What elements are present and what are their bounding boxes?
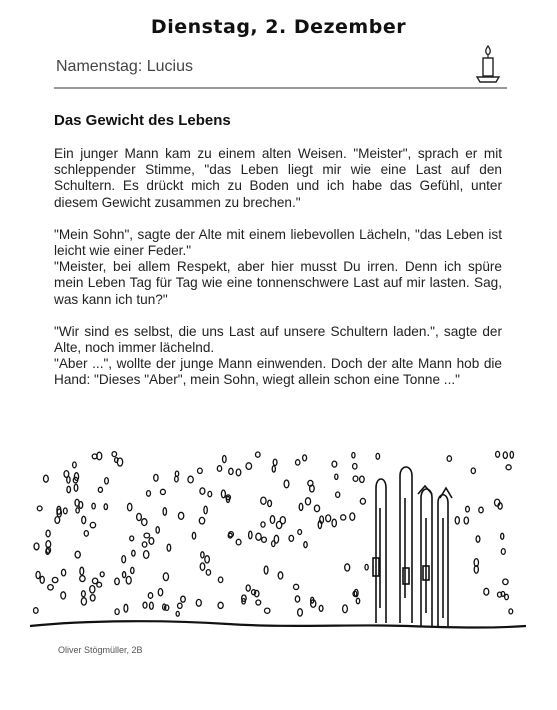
snowflake (92, 503, 95, 509)
snowflake (501, 533, 504, 539)
story-paragraph: "Wir sind es selbst, die uns Last auf unsere Schultern laden.", sagte der Alte, noch immer lächelnd. (54, 323, 502, 356)
snowflake (148, 593, 152, 599)
snowflake (142, 519, 147, 526)
snowflake (217, 466, 221, 472)
snowflake (205, 556, 210, 563)
snowflake (503, 579, 508, 585)
snowflake (298, 530, 302, 535)
snowflake (115, 609, 119, 615)
snowflake (90, 522, 95, 527)
snowflake (63, 508, 67, 514)
snowflake (137, 513, 142, 520)
snowflake (464, 517, 468, 524)
snowflake (365, 564, 368, 570)
snowflake (278, 572, 283, 579)
snowflake (447, 456, 451, 462)
snowflake (154, 474, 158, 481)
snowflake (123, 572, 126, 578)
snowflake (76, 508, 79, 513)
snowflake (144, 533, 150, 538)
snowflake (295, 596, 299, 602)
snowflake (314, 505, 319, 512)
snowflake (261, 522, 265, 527)
snowflake (104, 504, 107, 510)
snowflake (236, 539, 241, 545)
snowflake (296, 460, 300, 465)
snowflake (236, 469, 241, 476)
snowflake (52, 577, 58, 582)
snowflake (48, 585, 54, 590)
snowflake (501, 549, 505, 555)
snowflake (249, 531, 252, 539)
snowflake (262, 537, 267, 542)
snowflake (305, 498, 310, 505)
snowflake (503, 452, 507, 459)
snowflake (455, 517, 459, 524)
snowflake (343, 605, 348, 613)
snowflake (90, 586, 95, 593)
snowflake (256, 533, 261, 540)
snowflake (505, 594, 509, 599)
snowflake (252, 590, 256, 595)
snowflake (246, 585, 250, 591)
snowflake (356, 598, 359, 603)
snowflake (496, 451, 500, 457)
snowflake (304, 542, 307, 548)
snowflake (74, 484, 78, 491)
snowflake (160, 489, 165, 494)
snowflake (200, 488, 205, 494)
snowflake (199, 517, 204, 524)
snowflake (466, 506, 470, 512)
snowflake (229, 532, 234, 537)
snowflake (218, 602, 223, 608)
snowflake (498, 592, 502, 597)
snowflake (97, 582, 102, 587)
snowflake (98, 487, 102, 492)
story-text (54, 146, 502, 389)
snowflake (204, 506, 207, 514)
snowflake (132, 550, 135, 556)
plants (373, 467, 452, 626)
snowflake (81, 598, 86, 605)
snowflake (37, 506, 42, 511)
story-paragraph: "Mein Sohn", sagte der Alte mit einem liebevollen Lächeln, "das Leben ist leicht wie einer Feder." (54, 226, 502, 259)
header-divider (54, 87, 507, 89)
snowflake (192, 532, 195, 539)
snowflake (332, 461, 337, 467)
snowflake (144, 551, 149, 559)
snowflake (90, 595, 95, 601)
snowflake (64, 471, 69, 478)
snowflake (221, 490, 225, 498)
snowfall-drawing (28, 448, 528, 644)
snowflake (273, 459, 277, 465)
snowflake (147, 491, 151, 497)
snowflake (73, 462, 77, 468)
snowflake (44, 475, 49, 482)
snowflake (479, 507, 483, 513)
story-title: Das Gewicht des Lebens (54, 112, 231, 129)
snowflake (176, 611, 179, 616)
snowflake (196, 599, 201, 606)
snowflake (36, 571, 40, 578)
snowflake (188, 476, 193, 483)
snowflake (506, 465, 511, 470)
snowflake (178, 603, 183, 608)
snowflake (143, 602, 147, 608)
snowflake (79, 502, 83, 509)
snowflake (115, 578, 120, 585)
snowflake (332, 519, 336, 527)
snowflake (75, 551, 80, 558)
snowflake (484, 588, 489, 595)
snowflake (181, 596, 186, 602)
snowflake (150, 602, 154, 609)
snowflake (345, 564, 350, 571)
snowflake (270, 516, 274, 524)
snowflake (326, 515, 331, 522)
snowflake (264, 566, 268, 574)
snowflake (360, 476, 365, 482)
snowflake (163, 573, 168, 581)
snowflake (82, 516, 86, 523)
snowflake (34, 608, 39, 614)
snowflake (218, 577, 222, 583)
candle-icon (474, 44, 502, 84)
snowflake (294, 584, 299, 589)
snowflake (303, 455, 307, 461)
snowflake (353, 464, 357, 470)
snowflake (208, 491, 212, 496)
snowflake (34, 543, 39, 550)
snowflake (74, 473, 78, 481)
story-paragraph: Ein junger Mann kam zu einem alten Weisen. "Meister", sprach er mit schleppender Stimme, "das Leben liegt mir wie eine Last auf den Schultern. Es drückt mich zu Boden und ich habe das Gefühl, unter diesem Gewicht zusammen zu brechen." (54, 146, 502, 210)
snowflake (178, 512, 183, 519)
snowflake (198, 468, 203, 473)
snowflake (142, 542, 147, 547)
snowflake (122, 556, 126, 563)
page-title: Dienstag, 2. Dezember (150, 16, 407, 38)
snowflake (57, 506, 61, 514)
snowflake (376, 453, 380, 459)
snowflake (80, 576, 85, 582)
snowflake (265, 608, 270, 613)
snowflake (289, 535, 294, 541)
snowflake (156, 527, 159, 533)
snowflake (246, 463, 252, 470)
ground-line (30, 621, 526, 627)
snowflake (149, 538, 154, 545)
snowflake (158, 589, 162, 596)
snowflake (62, 569, 66, 576)
story-paragraph: "Aber ...", wollte der junge Mann einwenden. Doch der alte Mann hob die Hand: "Dieses "Aber", mein Sohn, wiegt allein schon eine Tonne ..." (54, 356, 502, 388)
snowflake (100, 572, 104, 577)
snowflake (272, 466, 275, 472)
snowflake (471, 468, 475, 474)
snowflake (341, 515, 346, 520)
snowflake (131, 567, 134, 573)
snowflake (126, 576, 131, 584)
snowflake (510, 451, 513, 458)
snowflake (124, 604, 128, 612)
snowflake (206, 570, 210, 576)
snowflake (274, 535, 278, 543)
snowflake (82, 591, 86, 597)
snowflake (261, 497, 266, 504)
snowflake (130, 536, 134, 541)
snowflake (229, 468, 233, 474)
snowflake (298, 609, 303, 616)
snowflake (476, 536, 480, 542)
snowflake (360, 498, 365, 504)
snowflake (67, 486, 71, 492)
snowflake (46, 530, 50, 537)
snowflake (350, 513, 355, 520)
snowflake (353, 476, 358, 481)
snowflake (105, 478, 109, 484)
snowflake (115, 458, 118, 463)
snowflake (256, 600, 261, 605)
snowflake (163, 508, 166, 516)
snowflake (299, 503, 303, 510)
snowflake (84, 531, 88, 537)
snowflake (335, 474, 338, 479)
snowflake (112, 452, 117, 457)
snowflake (256, 452, 261, 457)
snowflake (268, 500, 272, 506)
snowflake (223, 456, 227, 463)
snowflake (509, 609, 513, 614)
snowflakes (34, 451, 514, 616)
snowflake (128, 503, 132, 511)
snowflake (61, 592, 66, 599)
story-paragraph: "Meister, bei allem Respekt, aber hier musst Du irren. Denn ich spüre mein Leben Tag für Tag wie eine tonnenschwere Last auf mir lasten. Sag, was kann ich tun?" (54, 259, 502, 307)
snowflake (280, 517, 285, 524)
snowflake (201, 552, 204, 558)
snowflake (319, 605, 323, 611)
nameday-label: Namenstag: Lucius (56, 58, 193, 75)
snowflake (352, 453, 355, 458)
snowflake (336, 492, 340, 497)
snowflake (80, 567, 84, 575)
snowflake (284, 480, 289, 488)
snowflake (165, 605, 169, 610)
credit-text: Oliver Stögmüller, 2B (58, 645, 143, 655)
snowflake (200, 563, 205, 570)
snowflake (40, 576, 44, 583)
snowflake (167, 544, 171, 551)
